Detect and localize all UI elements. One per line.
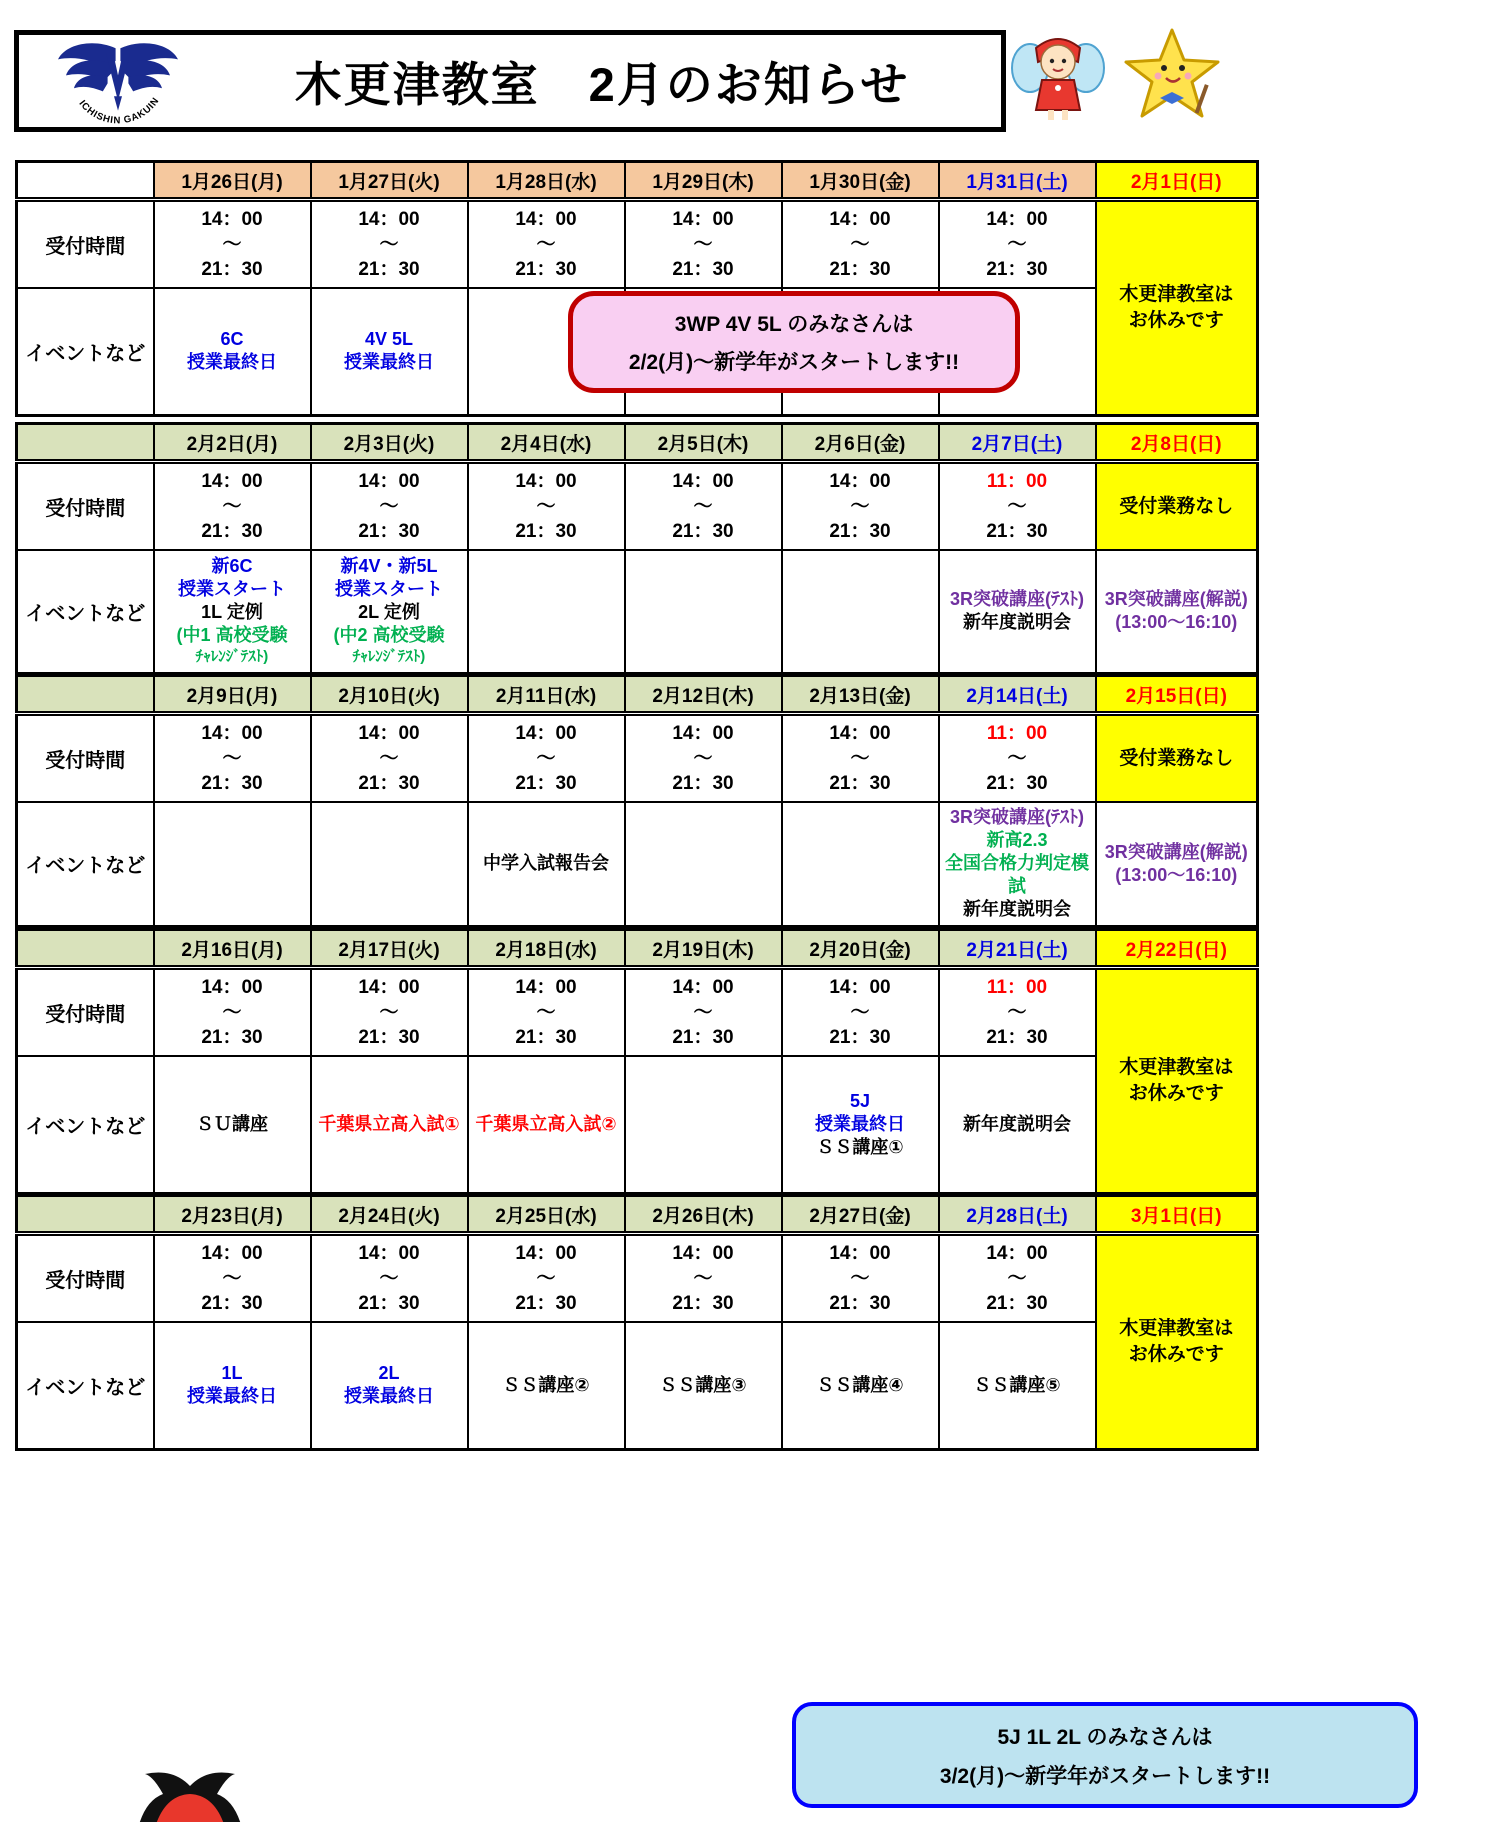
event-text: 5J <box>849 1090 871 1111</box>
event-cell <box>468 802 625 927</box>
reception-time-cell <box>311 714 468 802</box>
event-cell <box>468 1056 625 1194</box>
date-header-cell: 1月27日(火) <box>311 162 468 200</box>
reception-time-text: 14：00 <box>672 722 734 744</box>
event-text: (13:00～16:10) <box>1115 864 1238 885</box>
reception-time-cell <box>154 200 311 288</box>
event-cell <box>625 1056 782 1194</box>
date-header-cell: 2月2日(月) <box>154 424 311 462</box>
sunday-closed-cell <box>1096 1234 1258 1450</box>
reception-time-text: 14：00 <box>829 976 891 998</box>
closed-note-text: お休みです <box>1128 1083 1224 1104</box>
announcement-line: 5J 1L 2L のみなさんは <box>997 1725 1213 1749</box>
reception-time-text: ～ <box>536 1001 556 1023</box>
event-text: 1L <box>221 1363 243 1384</box>
reception-time-text: ～ <box>693 747 713 769</box>
date-header-cell: 2月6日(金) <box>782 424 939 462</box>
reception-time-text: ～ <box>222 233 242 255</box>
event-cell <box>625 550 782 674</box>
reception-row-label: 受付時間 <box>17 1234 154 1322</box>
reception-time-text: 14：00 <box>358 976 420 998</box>
date-header-cell: 2月10日(火) <box>311 676 468 714</box>
reception-time-text: 21：30 <box>986 258 1048 280</box>
reception-time-text: 21：30 <box>986 772 1048 794</box>
reception-time-text: 21：30 <box>829 520 891 542</box>
reception-time-text: ～ <box>222 1267 242 1289</box>
date-header-cell: 2月12日(木) <box>625 676 782 714</box>
event-text: ＳＵ講座 <box>196 1113 268 1134</box>
event-text: 3R突破講座(ﾃｽﾄ) <box>950 589 1084 610</box>
date-header-cell: 2月19日(木) <box>625 930 782 968</box>
reception-time-text: 21：30 <box>829 772 891 794</box>
sunday-closed-cell <box>1096 968 1258 1194</box>
reception-time-cell <box>311 968 468 1056</box>
date-header-cell: 2月28日(土) <box>939 1196 1096 1234</box>
date-header-cell: 2月21日(土) <box>939 930 1096 968</box>
event-text: 4V 5L <box>364 329 414 350</box>
reception-time-text: ～ <box>379 1267 399 1289</box>
reception-time-text: 14：00 <box>358 208 420 230</box>
reception-time-text: 14：00 <box>986 208 1048 230</box>
reception-time-text: 14：00 <box>358 470 420 492</box>
date-header-cell: 2月9日(月) <box>154 676 311 714</box>
fairy-character-image <box>1008 28 1108 127</box>
reception-time-text: 14：00 <box>515 470 577 492</box>
reception-time-text: ～ <box>850 747 870 769</box>
reception-time-cell <box>468 968 625 1056</box>
reception-time-text: ～ <box>1007 1267 1027 1289</box>
event-text: ﾁｬﾚﾝｼﾞﾃｽﾄ) <box>195 648 269 666</box>
date-header-cell: 2月5日(木) <box>625 424 782 462</box>
date-header-cell: 2月15日(日) <box>1096 676 1258 714</box>
reception-time-text: 11：00 <box>986 722 1048 744</box>
reception-time-text: 14：00 <box>201 722 263 744</box>
reception-time-text: ～ <box>536 747 556 769</box>
announcement-line: 3WP 4V 5L のみなさんは <box>674 313 914 336</box>
sunday-closed-cell <box>1096 200 1258 416</box>
event-cell <box>154 1322 311 1450</box>
event-cell <box>782 1322 939 1450</box>
reception-time-text: 21：30 <box>358 1292 420 1314</box>
reception-time-text: 21：30 <box>986 1292 1048 1314</box>
reception-time-text: 21：30 <box>672 258 734 280</box>
closed-note-text: お休みです <box>1128 310 1224 331</box>
reception-time-text: 14：00 <box>829 208 891 230</box>
reception-time-cell <box>782 200 939 288</box>
closed-note-text: お休みです <box>1128 1344 1224 1365</box>
reception-time-text: ～ <box>850 1267 870 1289</box>
event-cell <box>154 550 311 674</box>
date-header-cell: 2月24日(火) <box>311 1196 468 1234</box>
event-text: ＳＳ講座② <box>502 1374 590 1395</box>
reception-time-text: 21：30 <box>358 772 420 794</box>
event-text: 千葉県立高入試② <box>475 1113 617 1134</box>
reception-time-text: 21：30 <box>515 772 577 794</box>
reception-time-cell <box>939 968 1096 1056</box>
reception-time-text: 14：00 <box>515 1242 577 1264</box>
reception-time-text: 21：30 <box>515 1026 577 1048</box>
date-header-cell: 1月29日(木) <box>625 162 782 200</box>
event-cell <box>625 802 782 927</box>
reception-time-text: ～ <box>1007 747 1027 769</box>
reception-time-cell <box>154 1234 311 1322</box>
reception-time-text: 受付業務なし <box>1119 747 1234 769</box>
event-cell <box>782 802 939 927</box>
event-text: 授業最終日 <box>187 1386 277 1407</box>
reception-time-text: 受付業務なし <box>1119 495 1234 517</box>
event-text: ＳＳ講座③ <box>659 1374 747 1395</box>
reception-time-cell <box>939 1234 1096 1322</box>
reception-time-text: 14：00 <box>986 1242 1048 1264</box>
event-text: 2L 定例 <box>358 602 420 623</box>
mascot-head-image <box>103 1766 278 1822</box>
event-cell <box>625 1322 782 1450</box>
reception-time-text: ～ <box>1007 495 1027 517</box>
date-header-cell: 3月1日(日) <box>1096 1196 1258 1234</box>
events-row-label: イベントなど <box>17 1056 154 1194</box>
event-cell <box>311 1056 468 1194</box>
reception-row-label: 受付時間 <box>17 462 154 550</box>
event-text: 新年度説明会 <box>963 899 1071 920</box>
reception-time-text: 21：30 <box>201 1026 263 1048</box>
star-character-image <box>1120 28 1224 129</box>
reception-time-cell <box>468 200 625 288</box>
event-cell <box>1096 550 1258 674</box>
reception-time-text: 14：00 <box>358 722 420 744</box>
reception-time-text: ～ <box>693 1001 713 1023</box>
event-text: 中学入試報告会 <box>483 853 609 874</box>
reception-time-text: ～ <box>379 233 399 255</box>
event-text: 授業スタート <box>178 579 286 600</box>
event-cell <box>939 802 1096 927</box>
event-text: ＳＳ講座① <box>816 1136 904 1157</box>
event-text: (中1 高校受験 <box>176 625 288 646</box>
events-row-label: イベントなど <box>17 550 154 674</box>
event-cell <box>311 288 468 416</box>
reception-time-cell <box>625 200 782 288</box>
reception-time-text: 21：30 <box>358 520 420 542</box>
date-header-cell: 2月18日(水) <box>468 930 625 968</box>
week-table-3 <box>15 674 1259 928</box>
event-cell <box>154 288 311 416</box>
reception-time-text: ～ <box>693 233 713 255</box>
event-text: 授業最終日 <box>344 352 434 373</box>
date-header-cell: 2月23日(月) <box>154 1196 311 1234</box>
event-cell <box>311 802 468 927</box>
reception-time-text: ～ <box>222 495 242 517</box>
event-text: 3R突破講座(解説) <box>1104 841 1248 862</box>
reception-time-cell <box>625 1234 782 1322</box>
reception-time-cell <box>782 714 939 802</box>
reception-time-cell <box>311 200 468 288</box>
date-header-cell: 2月4日(水) <box>468 424 625 462</box>
date-header-cell: 2月16日(月) <box>154 930 311 968</box>
event-cell <box>939 550 1096 674</box>
week-table-5 <box>15 1194 1259 1451</box>
reception-time-text: ～ <box>1007 233 1027 255</box>
reception-time-text: 14：00 <box>201 1242 263 1264</box>
reception-time-text: 21：30 <box>358 258 420 280</box>
school-logo-icon <box>33 37 203 125</box>
event-text: ＳＳ講座⑤ <box>973 1374 1061 1395</box>
date-header-cell: 2月11日(水) <box>468 676 625 714</box>
reception-time-cell <box>468 462 625 550</box>
reception-time-text: 21：30 <box>201 1292 263 1314</box>
reception-time-text: 14：00 <box>515 976 577 998</box>
reception-time-text: ～ <box>379 495 399 517</box>
date-header-cell: 1月26日(月) <box>154 162 311 200</box>
reception-row-label: 受付時間 <box>17 968 154 1056</box>
corner-cell <box>17 676 154 714</box>
event-text: 授業最終日 <box>815 1113 905 1134</box>
page-title: 木更津教室 2月のお知らせ <box>294 57 910 111</box>
date-header-cell: 2月3日(火) <box>311 424 468 462</box>
event-text: (13:00～16:10) <box>1115 612 1238 633</box>
reception-time-cell <box>939 200 1096 288</box>
march-start-announcement <box>792 1702 1418 1808</box>
reception-time-text: 11：00 <box>986 470 1048 492</box>
reception-time-cell <box>1096 462 1258 550</box>
new-year-start-announcement <box>568 291 1020 393</box>
reception-time-text: 21：30 <box>201 520 263 542</box>
reception-time-text: 14：00 <box>829 470 891 492</box>
reception-time-text: ～ <box>379 747 399 769</box>
event-text: 6C <box>220 329 244 350</box>
reception-time-text: ～ <box>536 495 556 517</box>
title-bar <box>14 30 1006 132</box>
reception-time-text: ～ <box>222 747 242 769</box>
date-header-cell: 2月20日(金) <box>782 930 939 968</box>
date-header-cell: 2月26日(木) <box>625 1196 782 1234</box>
event-text: 授業最終日 <box>344 1386 434 1407</box>
reception-time-cell <box>939 462 1096 550</box>
events-row-label: イベントなど <box>17 288 154 416</box>
reception-time-text: 21：30 <box>672 772 734 794</box>
reception-time-text: 14：00 <box>672 208 734 230</box>
event-text: 授業最終日 <box>187 352 277 373</box>
date-header-cell: 2月27日(金) <box>782 1196 939 1234</box>
reception-time-text: ～ <box>850 233 870 255</box>
announcement-line: 2/2(月)～新学年がスタートします!! <box>628 351 960 374</box>
event-cell <box>939 1322 1096 1450</box>
reception-row-label: 受付時間 <box>17 714 154 802</box>
date-header-cell: 2月14日(土) <box>939 676 1096 714</box>
reception-time-text: 21：30 <box>515 520 577 542</box>
reception-time-cell <box>1096 714 1258 802</box>
reception-time-text: 14：00 <box>515 208 577 230</box>
reception-time-cell <box>468 1234 625 1322</box>
reception-time-text: 21：30 <box>986 520 1048 542</box>
reception-time-text: ～ <box>536 233 556 255</box>
reception-time-cell <box>782 968 939 1056</box>
event-cell <box>939 1056 1096 1194</box>
reception-time-text: 14：00 <box>201 470 263 492</box>
announcement-line: 3/2(月)～新学年がスタートします!! <box>939 1764 1271 1788</box>
date-header-cell: 2月1日(日) <box>1096 162 1258 200</box>
event-text: 1L 定例 <box>201 602 263 623</box>
reception-time-text: ～ <box>850 495 870 517</box>
event-text: 新4V・新5L <box>340 556 438 577</box>
reception-time-text: 11：00 <box>986 976 1048 998</box>
reception-time-text: ～ <box>536 1267 556 1289</box>
date-header-cell: 1月28日(水) <box>468 162 625 200</box>
reception-time-text: ～ <box>222 1001 242 1023</box>
event-cell <box>468 550 625 674</box>
reception-time-text: 14：00 <box>201 976 263 998</box>
event-cell <box>154 1056 311 1194</box>
reception-time-text: 14：00 <box>829 722 891 744</box>
event-text: 新高2.3 <box>986 830 1048 851</box>
reception-time-text: ～ <box>379 1001 399 1023</box>
event-text: ＳＳ講座④ <box>816 1374 904 1395</box>
event-cell <box>311 1322 468 1450</box>
reception-time-text: 21：30 <box>672 1026 734 1048</box>
reception-time-text: ～ <box>1007 1001 1027 1023</box>
reception-time-text: 21：30 <box>829 1292 891 1314</box>
date-header-cell: 2月7日(土) <box>939 424 1096 462</box>
event-cell <box>311 550 468 674</box>
week-table-2 <box>15 422 1259 675</box>
date-header-cell: 2月8日(日) <box>1096 424 1258 462</box>
reception-time-text: 14：00 <box>672 976 734 998</box>
corner-cell <box>17 162 154 200</box>
reception-time-text: 21：30 <box>829 258 891 280</box>
reception-time-cell <box>311 462 468 550</box>
reception-time-cell <box>311 1234 468 1322</box>
event-text: 新年度説明会 <box>963 1113 1071 1134</box>
reception-time-text: 14：00 <box>515 722 577 744</box>
reception-time-text: 21：30 <box>515 1292 577 1314</box>
reception-time-cell <box>468 714 625 802</box>
reception-time-text: 21：30 <box>358 1026 420 1048</box>
date-header-cell: 2月22日(日) <box>1096 930 1258 968</box>
event-text: 授業スタート <box>335 579 443 600</box>
date-header-cell: 2月17日(火) <box>311 930 468 968</box>
event-text: 3R突破講座(ﾃｽﾄ) <box>950 807 1084 828</box>
reception-time-text: 14：00 <box>829 1242 891 1264</box>
corner-cell <box>17 930 154 968</box>
reception-time-cell <box>154 462 311 550</box>
reception-time-cell <box>939 714 1096 802</box>
event-cell <box>782 1056 939 1194</box>
reception-time-text: 21：30 <box>515 258 577 280</box>
date-header-cell: 2月25日(水) <box>468 1196 625 1234</box>
reception-row-label: 受付時間 <box>17 200 154 288</box>
event-cell <box>782 550 939 674</box>
reception-time-text: 21：30 <box>829 1026 891 1048</box>
events-row-label: イベントなど <box>17 1322 154 1450</box>
event-text: 全国合格力判定模試 <box>945 853 1089 897</box>
closed-note-text: 木更津教室は <box>1119 284 1234 305</box>
event-text: ﾁｬﾚﾝｼﾞﾃｽﾄ) <box>352 648 426 666</box>
event-text: 3R突破講座(解説) <box>1104 589 1248 610</box>
event-text: 千葉県立高入試① <box>318 1113 460 1134</box>
reception-time-cell <box>154 714 311 802</box>
reception-time-text: 21：30 <box>986 1026 1048 1048</box>
corner-cell <box>17 1196 154 1234</box>
week-table-4 <box>15 928 1259 1195</box>
reception-time-text: 21：30 <box>672 1292 734 1314</box>
reception-time-text: ～ <box>693 1267 713 1289</box>
corner-cell <box>17 424 154 462</box>
reception-time-cell <box>782 1234 939 1322</box>
reception-time-text: ～ <box>850 1001 870 1023</box>
reception-time-cell <box>782 462 939 550</box>
event-cell <box>154 802 311 927</box>
reception-time-cell <box>625 968 782 1056</box>
logo-text: ICHISHIN GAKUIN <box>76 95 162 125</box>
date-header-cell: 1月31日(土) <box>939 162 1096 200</box>
reception-time-text: 14：00 <box>358 1242 420 1264</box>
closed-note-text: 木更津教室は <box>1119 1057 1234 1078</box>
reception-time-text: 14：00 <box>672 470 734 492</box>
event-text: (中2 高校受験 <box>333 625 445 646</box>
event-cell <box>1096 802 1258 927</box>
date-header-cell: 1月30日(金) <box>782 162 939 200</box>
reception-time-text: 21：30 <box>672 520 734 542</box>
reception-time-text: 14：00 <box>672 1242 734 1264</box>
event-text: 新6C <box>211 556 253 577</box>
reception-time-cell <box>625 714 782 802</box>
reception-time-text: ～ <box>693 495 713 517</box>
reception-time-text: 14：00 <box>201 208 263 230</box>
events-row-label: イベントなど <box>17 802 154 927</box>
reception-time-text: 21：30 <box>201 772 263 794</box>
event-cell <box>468 1322 625 1450</box>
reception-time-cell <box>154 968 311 1056</box>
reception-time-text: 21：30 <box>201 258 263 280</box>
closed-note-text: 木更津教室は <box>1119 1318 1234 1339</box>
event-text: 新年度説明会 <box>963 612 1071 633</box>
date-header-cell: 2月13日(金) <box>782 676 939 714</box>
event-text: 2L <box>378 1363 400 1384</box>
reception-time-cell <box>625 462 782 550</box>
